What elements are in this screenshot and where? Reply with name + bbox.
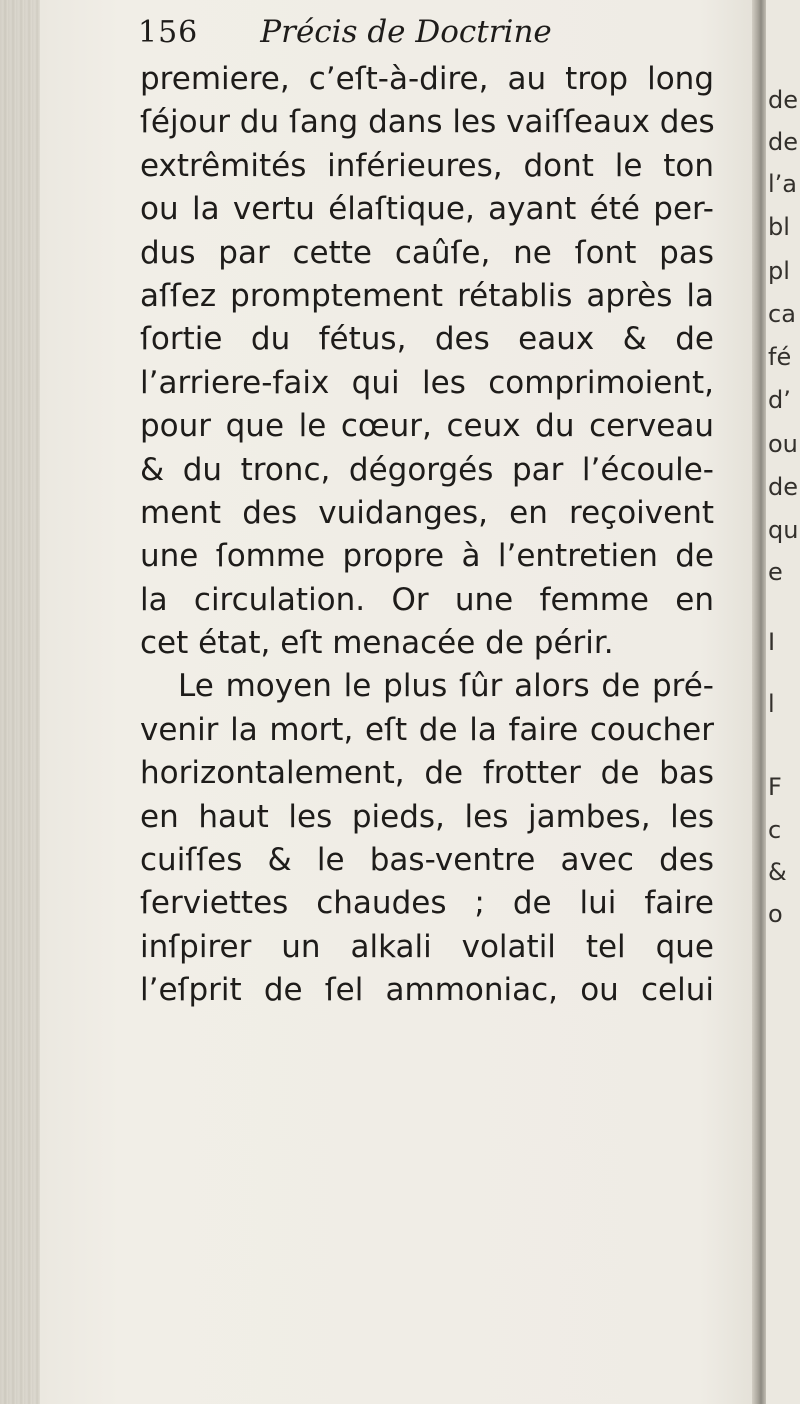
facing-page-fragment: de	[768, 86, 798, 114]
text-line: l’eſprit de ſel ammoniac, ou celui	[140, 972, 714, 1009]
text-line: ou la vertu élaſtique, ayant été per-	[140, 191, 714, 228]
facing-page-fragment: F	[768, 773, 782, 801]
text-line: la circulation. Or une femme en	[140, 581, 714, 618]
facing-page-fragment: c	[768, 816, 782, 844]
text-line: extrêmités inférieures, dont le ton	[140, 147, 714, 184]
facing-page-fragment: &	[768, 858, 787, 886]
text-line: premiere, c’eſt-à-dire, au trop long	[140, 61, 714, 97]
facing-page-fragment: de	[768, 128, 798, 156]
page-number: 156	[138, 15, 199, 50]
text-line: ſéjour du ſang dans les vaiſſeaux des	[140, 104, 715, 141]
text-line: & du tronc, dégorgés par l’écoule-	[140, 451, 714, 488]
facing-page-fragment: d’	[768, 386, 791, 414]
body-text	[140, 58, 714, 1013]
text-line: en haut les pieds, les jambes, les	[140, 798, 714, 835]
facing-page-fragment: fé	[768, 343, 792, 371]
facing-page-fragment: ca	[768, 300, 796, 328]
facing-page-fragment: l’a	[768, 170, 798, 198]
text-line: ment des vuidanges, en reçoivent	[140, 494, 714, 531]
text-line: cet état, eſt menacée de périr.	[140, 625, 614, 662]
binding-edge	[0, 0, 40, 1404]
text-line: cuiſſes & le bas-ventre avec des	[140, 842, 714, 879]
text-line: venir la mort, eſt de la faire coucher	[140, 711, 714, 748]
facing-page-fragment: pl	[768, 257, 790, 285]
page-header	[138, 14, 552, 58]
text-line: l’arriere-faix qui les comprimoient,	[140, 364, 714, 401]
text-line: ſortie du fétus, des eaux & de	[140, 321, 714, 358]
text-line: ſerviettes chaudes ; de lui faire	[140, 885, 714, 922]
text-line: dus par cette caûſe, ne ſont pas	[140, 234, 714, 271]
text-line: Le moyen le plus ſûr alors de pré-	[178, 668, 714, 705]
running-title: Précis de Doctrine	[260, 14, 552, 50]
facing-page-fragment: de	[768, 473, 798, 501]
facing-page-fragment: bl	[768, 213, 790, 241]
facing-page-fragment: ou	[768, 430, 798, 458]
facing-page-fragment: o	[768, 900, 783, 928]
text-line: pour que le cœur, ceux du cerveau	[140, 408, 714, 445]
facing-page-fragment: l	[768, 690, 775, 718]
text-line: horizontalement, de frotter de bas	[140, 755, 714, 792]
facing-page-fragment: I	[768, 628, 776, 656]
text-line: aſſez promptement rétablis après la	[140, 277, 714, 314]
facing-page-fragment: e	[768, 558, 783, 586]
facing-page-fragment: qu	[768, 516, 799, 544]
text-line: inſpirer un alkali volatil tel que	[140, 928, 714, 965]
page-fold	[752, 0, 766, 1404]
facing-page-edge	[766, 0, 800, 1404]
text-line: une ſomme propre à l’entretien de	[140, 538, 714, 575]
